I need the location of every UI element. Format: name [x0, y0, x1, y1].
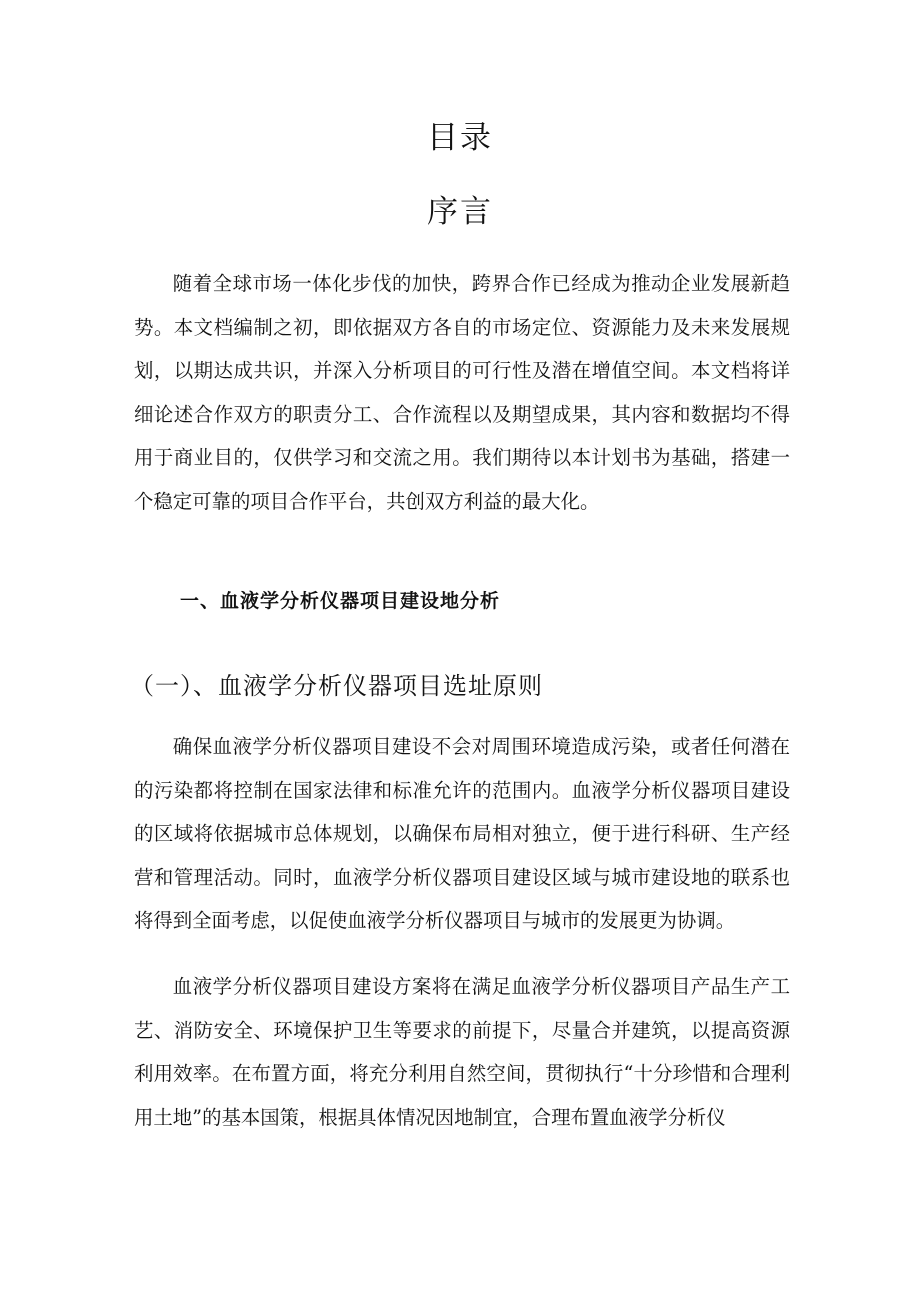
- body-paragraph: 血液学分析仪器项目建设方案将在满足血液学分析仪器项目产品生产工艺、消防安全、环境保护卫生等要求的前提下，尽量合并建筑，以提高资源利用效率。在布置方面，将充分利用自然空间，贯彻执行“十分珍惜和合理利用土地”的基本国策，根据具体情况因地制宜，合理布置血液学分析仪: [134, 975, 790, 1129]
- body-paragraph: 确保血液学分析仪器项目建设不会对周围环境造成污染，或者任何潜在的污染都将控制在国家法律和标准允许的范围内。血液学分析仪器项目建设的区域将依据城市总体规划，以确保布局相对独立，便于进行科研、生产经营和管理活动。同时，血液学分析仪器项目建设区域与城市建设地的联系也将得到全面考虑，以促使血液学分析仪器项目与城市的发展更为协调。: [134, 735, 790, 933]
- preface-title: 序言: [427, 194, 493, 230]
- section-heading: 一、血液学分析仪器项目建设地分析: [180, 590, 501, 612]
- subsection-heading: （一）、血液学分析仪器项目选址原则: [130, 672, 543, 700]
- toc-title: 目录: [427, 120, 493, 156]
- preface-paragraph: 随着全球市场一体化步伐的加快，跨界合作已经成为推动企业发展新趋势。本文档编制之初，即依据双方各自的市场定位、资源能力及未来发展规划，以期达成共识，并深入分析项目的可行性及潜在增值空间。本文档将详细论述合作双方的职责分工、合作流程以及期望成果，其内容和数据均不得用于商业目的，仅供学习和交流之用。我们期待以本计划书为基础，搭建一个稳定可靠的项目合作平台，共创双方利益的最大化。: [134, 272, 790, 513]
